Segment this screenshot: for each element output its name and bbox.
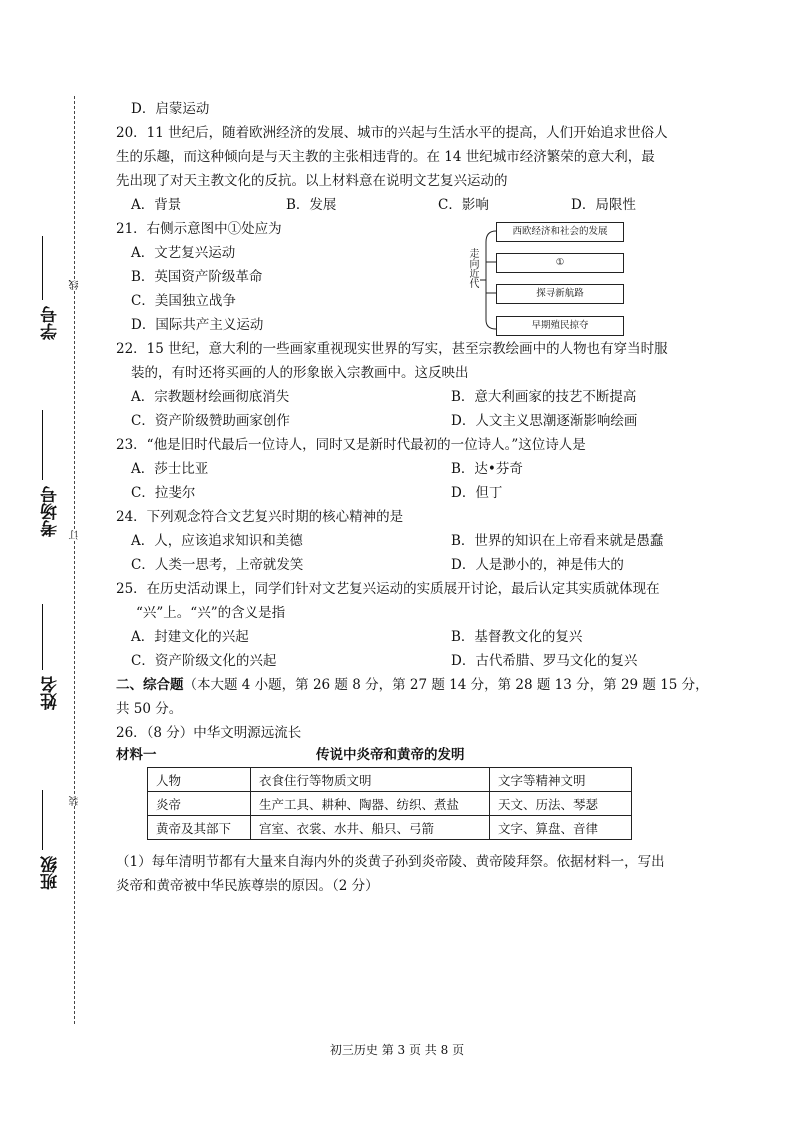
table-cell: 生产工具、耕种、陶器、纺织、煮盐 bbox=[251, 792, 490, 816]
q20-stem-line1: 20．11 世纪后，随着欧洲经济的发展、城市的兴起与生活水平的提高，人们开始追求世俗人 bbox=[116, 125, 668, 141]
q25-option-c: C．资产阶级文化的兴起 bbox=[131, 653, 277, 669]
diagram-box-2: ① bbox=[496, 253, 624, 273]
material-one-label: 材料一 bbox=[116, 747, 157, 763]
table-cell: 黄帝及其部下 bbox=[148, 816, 251, 840]
q22-stem-line2: 装的，有时还将买画的人的形象嵌入宗教画中。这反映出 bbox=[131, 365, 469, 381]
q25-option-a: A．封建文化的兴起 bbox=[131, 629, 249, 645]
q26-sub1-line2: 炎帝和黄帝被中华民族尊崇的原因。（2 分） bbox=[116, 878, 379, 894]
q19-option-d: D．启蒙运动 bbox=[131, 101, 210, 117]
table-cell: 人物 bbox=[148, 768, 251, 792]
section2-desc: （本大题 4 小题，第 26 题 8 分，第 27 题 14 分，第 28 题 13 分，第 29 题 15 分， bbox=[183, 677, 709, 693]
q20-option-c: C．影响 bbox=[438, 197, 489, 213]
q23-option-b: B．达•芬奇 bbox=[451, 461, 523, 477]
student-id-blank[interactable] bbox=[42, 236, 43, 300]
diagram-box-4: 早期殖民掠夺 bbox=[496, 316, 624, 336]
section2-line2: 共 50 分。 bbox=[116, 701, 183, 717]
q20-option-b: B．发展 bbox=[286, 197, 337, 213]
q21-option-d: D．国际共产主义运动 bbox=[131, 317, 264, 333]
q26-sub1-line1: （1）每年清明节都有大量来自海内外的炎黄子孙到炎帝陵、黄帝陵拜祭。依据材料一，写出 bbox=[116, 854, 665, 870]
table-row bbox=[148, 768, 632, 792]
q21-option-a: A．文艺复兴运动 bbox=[131, 245, 236, 261]
binding-mark-zhuang: 装 bbox=[70, 796, 81, 806]
diagram-side-label: 走向近代 bbox=[467, 248, 478, 288]
binding-mark-ding: 订 bbox=[70, 530, 81, 540]
binding-mark-line: 线 bbox=[70, 280, 81, 290]
table-cell: 天文、历法、琴瑟 bbox=[490, 792, 632, 816]
page-footer: 初三历史 第 3 页 共 8 页 bbox=[329, 1043, 465, 1057]
q21-option-c: C．美国独立战争 bbox=[131, 293, 236, 309]
q22-option-c: C．资产阶级赞助画家创作 bbox=[131, 413, 290, 429]
invention-table bbox=[147, 767, 632, 840]
name-label: 姓名 bbox=[41, 676, 61, 710]
q24-option-b: B．世界的知识在上帝看来就是愚蠢 bbox=[451, 533, 664, 549]
table-cell: 炎帝 bbox=[148, 792, 251, 816]
q22-option-a: A．宗教题材绘画彻底消失 bbox=[131, 389, 290, 405]
q23-option-a: A．莎士比亚 bbox=[131, 461, 209, 477]
table-row bbox=[148, 816, 632, 840]
section2-heading: 二、综合题 bbox=[116, 677, 184, 693]
class-blank[interactable] bbox=[42, 790, 43, 850]
student-id-label: 学号 bbox=[41, 306, 61, 340]
section2-line1 bbox=[116, 675, 709, 695]
q24-option-c: C．人类一思考，上帝就发笑 bbox=[131, 557, 304, 573]
q20-stem-line2: 生的乐趣，而这种倾向是与天主教的主张相违背的。在 14 世纪城市经济繁荣的意大利，最 bbox=[116, 149, 655, 165]
table-row bbox=[148, 792, 632, 816]
q24-option-a: A．人，应该追求知识和美德 bbox=[131, 533, 303, 549]
q24-option-d: D．人是渺小的，神是伟大的 bbox=[451, 557, 624, 573]
q23-option-c: C．拉斐尔 bbox=[131, 485, 196, 501]
class-label: 班级 bbox=[41, 856, 61, 890]
q21-stem: 21．右侧示意图中①处应为 bbox=[116, 221, 282, 237]
exam-room-blank[interactable] bbox=[42, 410, 43, 480]
q21-diagram bbox=[466, 222, 636, 340]
q25-option-b: B．基督教文化的复兴 bbox=[451, 629, 583, 645]
q23-option-d: D．但丁 bbox=[451, 485, 503, 501]
diagram-box-1: 西欧经济和社会的发展 bbox=[496, 222, 624, 242]
material-one-title: 传说中炎帝和黄帝的发明 bbox=[316, 747, 465, 763]
table-cell: 文字等精神文明 bbox=[490, 768, 632, 792]
diagram-box-3: 探寻新航路 bbox=[496, 284, 624, 304]
q25-stem-line1: 25．在历史活动课上，同学们针对文艺复兴运动的实质展开讨论，最后认定其实质就体现在 bbox=[116, 581, 660, 597]
q20-option-d: D．局限性 bbox=[571, 197, 636, 213]
name-blank[interactable] bbox=[42, 604, 43, 670]
table-cell: 衣食住行等物质文明 bbox=[251, 768, 490, 792]
exam-room-label: 考场号 bbox=[41, 486, 61, 537]
q24-stem: 24．下列观念符合文艺复兴时期的核心精神的是 bbox=[116, 509, 404, 525]
q26-stem: 26．（8 分）中华文明源远流长 bbox=[116, 725, 302, 741]
q25-option-d: D．古代希腊、罗马文化的复兴 bbox=[451, 653, 638, 669]
q22-option-d: D．人文主义思潮逐渐影响绘画 bbox=[451, 413, 638, 429]
q20-option-a: A．背景 bbox=[131, 197, 182, 213]
q22-option-b: B．意大利画家的技艺不断提高 bbox=[451, 389, 637, 405]
binding-dashed-line bbox=[74, 96, 75, 1024]
table-cell: 文字、算盘、音律 bbox=[490, 816, 632, 840]
q22-stem-line1: 22．15 世纪，意大利的一些画家重视现实世界的写实，甚至宗教绘画中的人物也有穿当时服 bbox=[116, 341, 668, 357]
q25-stem-line2: “兴”上。“兴”的含义是指 bbox=[136, 605, 286, 621]
q21-option-b: B．英国资产阶级革命 bbox=[131, 269, 263, 285]
q20-stem-line3: 先出现了对天主教文化的反抗。以上材料意在说明文艺复兴运动的 bbox=[116, 173, 508, 189]
table-cell: 宫室、衣裳、水井、船只、弓箭 bbox=[251, 816, 490, 840]
q23-stem: 23．“他是旧时代最后一位诗人，同时又是新时代最初的一位诗人。”这位诗人是 bbox=[116, 437, 586, 453]
